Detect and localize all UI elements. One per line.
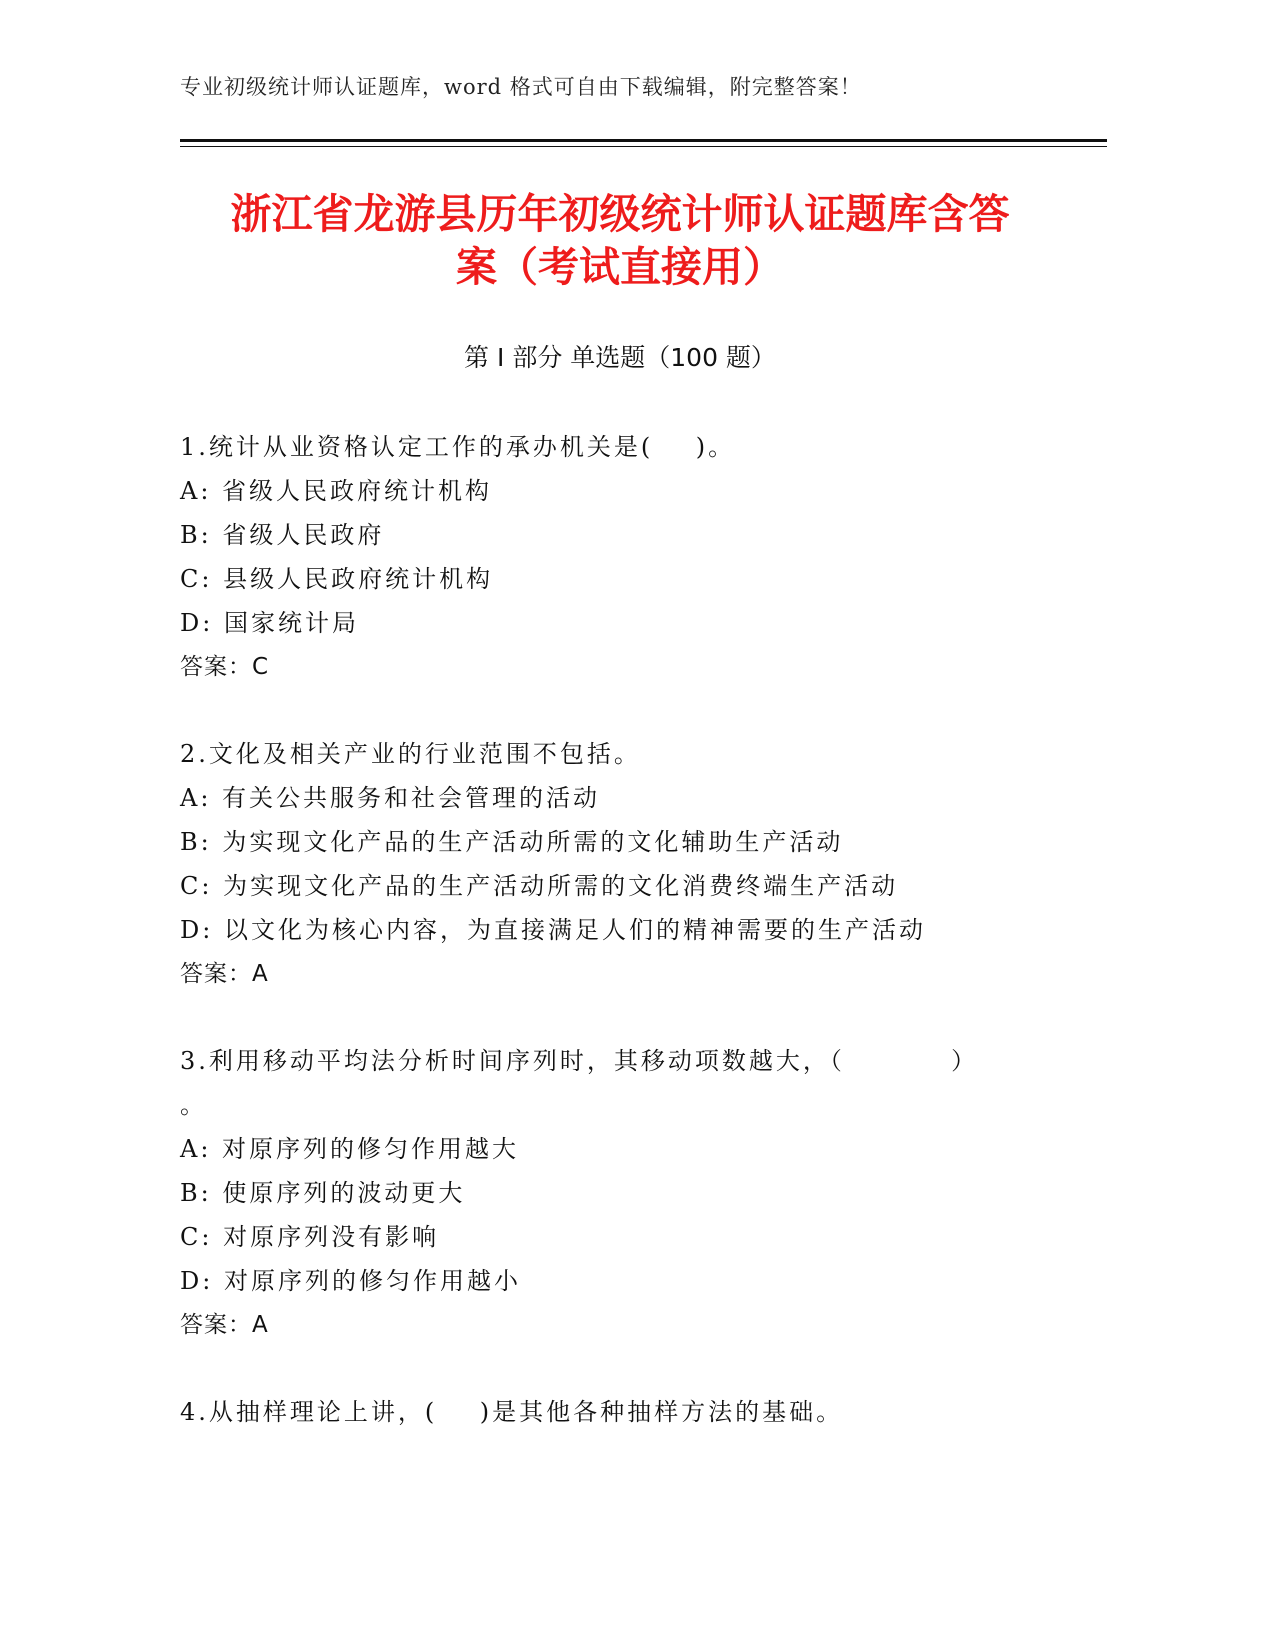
answer: 答案：A: [180, 961, 269, 987]
option-b: B: 省级人民政府: [180, 521, 385, 549]
question-list: [180, 425, 1060, 1477]
question-stem-continuation: 。: [180, 1091, 207, 1119]
header-rule-thick: [180, 139, 1107, 142]
option-d: D: 对原序列的修匀作用越小: [180, 1267, 521, 1295]
question-4: [180, 1390, 1060, 1434]
answer: 答案：C: [180, 654, 270, 680]
answer: 答案：A: [180, 1312, 269, 1338]
document-title-line1: 浙江省龙游县历年初级统计师认证题库含答: [230, 190, 1010, 238]
option-c: C: 对原序列没有影响: [180, 1223, 440, 1251]
option-c: C: 为实现文化产品的生产活动所需的文化消费终端生产活动: [180, 872, 899, 900]
option-c: C: 县级人民政府统计机构: [180, 565, 494, 593]
document-title: [180, 188, 1060, 294]
document-title-line2: 案（考试直接用）: [456, 243, 784, 291]
option-b: B: 为实现文化产品的生产活动所需的文化辅助生产活动: [180, 828, 844, 856]
question-2: [180, 732, 1060, 996]
option-b: B: 使原序列的波动更大: [180, 1179, 466, 1207]
question-stem: 1.统计从业资格认定工作的承办机关是( )。: [180, 433, 736, 461]
question-stem: 3.利用移动平均法分析时间序列时，其移动项数越大，（ ）: [180, 1047, 979, 1075]
question-stem: 4.从抽样理论上讲，( )是其他各种抽样方法的基础。: [180, 1398, 844, 1426]
section-title: 第 I 部分 单选题（100 题）: [464, 343, 776, 372]
option-d: D: 以文化为核心内容，为直接满足人们的精神需要的生产活动: [180, 916, 926, 944]
question-stem: 2.文化及相关产业的行业范围不包括。: [180, 740, 641, 768]
option-a: A: 有关公共服务和社会管理的活动: [180, 784, 601, 812]
option-a: A: 省级人民政府统计机构: [180, 477, 493, 505]
question-1: [180, 425, 1060, 689]
header-note: 专业初级统计师认证题库，word 格式可自由下载编辑，附完整答案！: [180, 75, 862, 99]
question-3: [180, 1039, 1060, 1347]
option-d: D: 国家统计局: [180, 609, 359, 637]
header-rule-thin: [180, 146, 1107, 147]
option-a: A: 对原序列的修匀作用越大: [180, 1135, 520, 1163]
